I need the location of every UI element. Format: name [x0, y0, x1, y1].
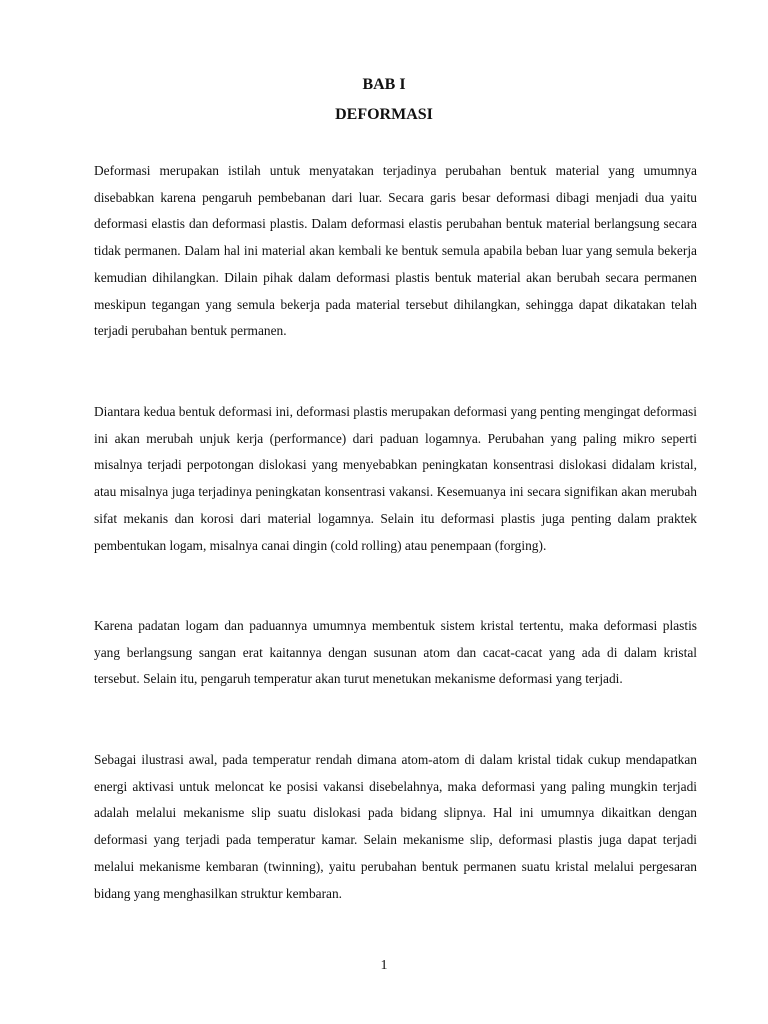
paragraph-3: Karena padatan logam dan paduannya umumnya membentuk sistem kristal tertentu, maka deformasi plastis yang berlangsung sangan erat kaitannya dengan susunan atom dan cacat-cacat yang ada di dalam kristal tersebut. Selain itu, pengaruh temperatur akan turut menetukan mekanisme deformasi yang terjadi. — [94, 618, 697, 687]
paragraph-1: Deformasi merupakan istilah untuk menyatakan terjadinya perubahan bentuk material yang umumnya disebabkan karena pengaruh pembebanan dari luar. Secara garis besar deformasi dibagi menjadi dua yaitu deformasi elastis dan deformasi plastis. Dalam deformasi elastis perubahan bentuk material berlangsung secara tidak permanen. Dalam hal ini material akan kembali ke bentuk semula apabila beban luar yang semula bekerja kemudian dihilangkan. Dilain pihak dalam deformasi plastis bentuk material akan berubah secara permanen meskipun tegangan yang semula bekerja pada material tersebut dihilangkan, sehingga dapat dikatakan telah terjadi perubahan bentuk permanen. — [94, 163, 697, 339]
chapter-label: BAB I — [362, 76, 406, 93]
page-number: 1 — [380, 958, 388, 973]
chapter-title: DEFORMASI — [335, 106, 433, 123]
paragraph-2: Diantara kedua bentuk deformasi ini, deformasi plastis merupakan deformasi yang penting mengingat deformasi ini akan merubah unjuk kerja (performance) dari paduan logamnya. Perubahan yang paling mikro seperti misalnya terjadi perpotongan dislokasi yang menyebabkan peningkatan konsentrasi dislokasi didalam kristal, atau misalnya juga terjadinya peningkatan konsentrasi vakansi. Kesemuanya ini secara signifikan akan merubah sifat mekanis dan korosi dari material logamnya. Selain itu deformasi plastis juga penting dalam praktek pembentukan logam, misalnya canai dingin (cold rolling) atau penempaan (forging). — [94, 404, 697, 553]
paragraph-4: Sebagai ilustrasi awal, pada temperatur rendah dimana atom-atom di dalam kristal tidak cukup mendapatkan energi aktivasi untuk meloncat ke posisi vakansi disebelahnya, maka deformasi yang paling mungkin terjadi adalah melalui mekanisme slip suatu dislokasi pada bidang slipnya. Hal ini umumnya dikaitkan dengan deformasi yang terjadi pada temperatur kamar. Selain mekanisme slip, deformasi plastis juga dapat terjadi melalui mekanisme kembaran (twinning), yaitu perubahan bentuk permanen suatu kristal melalui pergesaran bidang yang menghasilkan struktur kembaran. — [94, 752, 697, 901]
